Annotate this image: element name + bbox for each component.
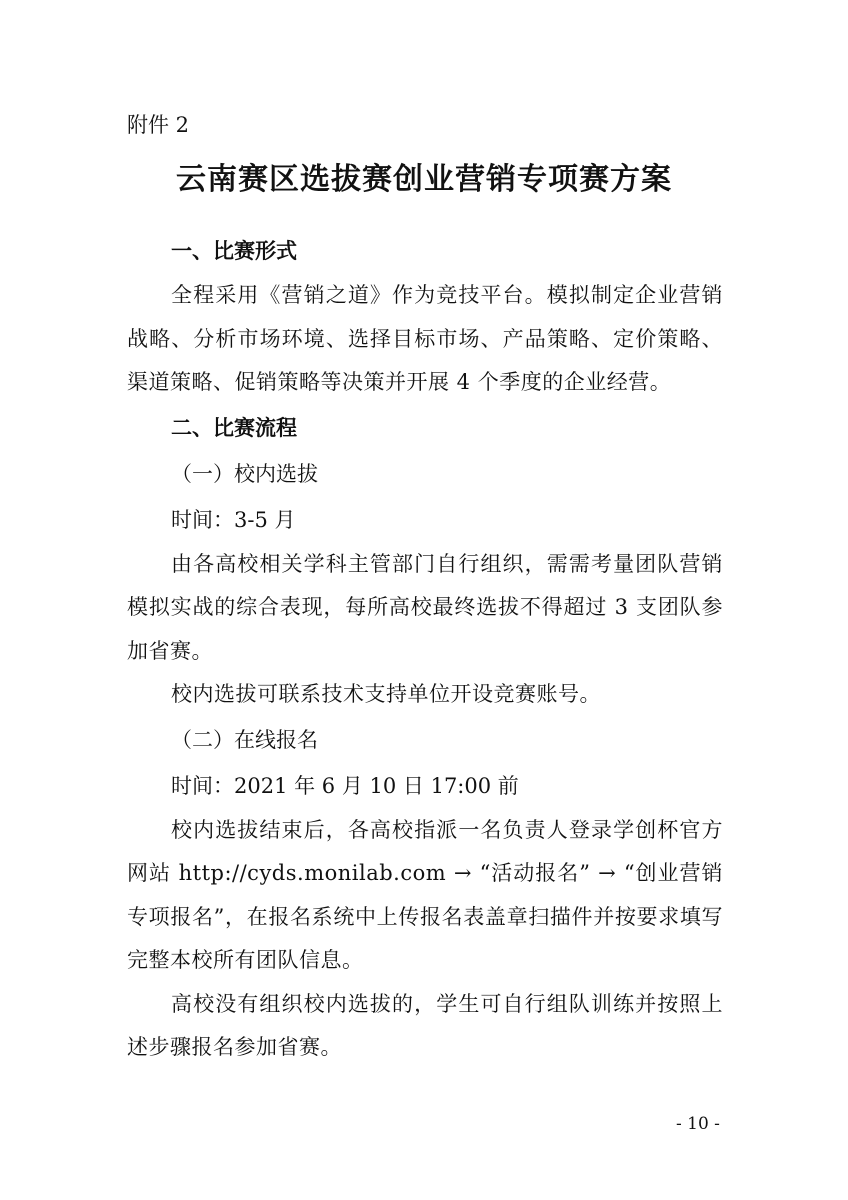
online-registration-time: 时间：2021 年 6 月 10 日 17:00 前 xyxy=(171,773,519,798)
attachment-label: 附件 2 xyxy=(127,113,190,137)
page-number: - 10 - xyxy=(676,1114,720,1134)
section-heading-competition-format: 一、比赛形式 xyxy=(171,239,297,263)
section-heading-competition-process: 二、比赛流程 xyxy=(171,415,297,440)
paragraph-school-selection: 由各高校相关学科主管部门自行组织，需需考量团队营销模拟实战的综合表现，每所高校最终选拔不得超过 3 支团队参加省赛。 xyxy=(127,551,723,663)
paragraph-competition-format: 全程采用《营销之道》作为竞技平台。模拟制定企业营销战略、分析市场环境、选择目标市场、产品策略、定价策略、渠道策略、促销策略等决策并开展 4 个季度的企业经营。 xyxy=(127,283,723,394)
document-title: 云南赛区选拔赛创业营销专项赛方案 xyxy=(176,162,672,197)
subheading-online-registration: （二）在线报名 xyxy=(171,727,318,752)
school-selection-time: 时间：3-5 月 xyxy=(171,507,296,532)
subheading-school-selection: （一）校内选拔 xyxy=(171,461,318,486)
paragraph-account-setup: 校内选拔可联系技术支持单位开设竞赛账号。 xyxy=(171,682,601,706)
paragraph-self-registration: 高校没有组织校内选拔的，学生可自行组队训练并按照上述步骤报名参加省赛。 xyxy=(127,991,723,1059)
document-body xyxy=(127,228,723,1070)
paragraph-registration-steps: 校内选拔结束后，各高校指派一名负责人登录学创杯官方网站 http://cyds.monilab.com → “活动报名” → “创业营销专项报名”，在报名系统中上传报名表盖章扫描件并按要求填写完整本校所有团队信息。 xyxy=(127,817,723,972)
